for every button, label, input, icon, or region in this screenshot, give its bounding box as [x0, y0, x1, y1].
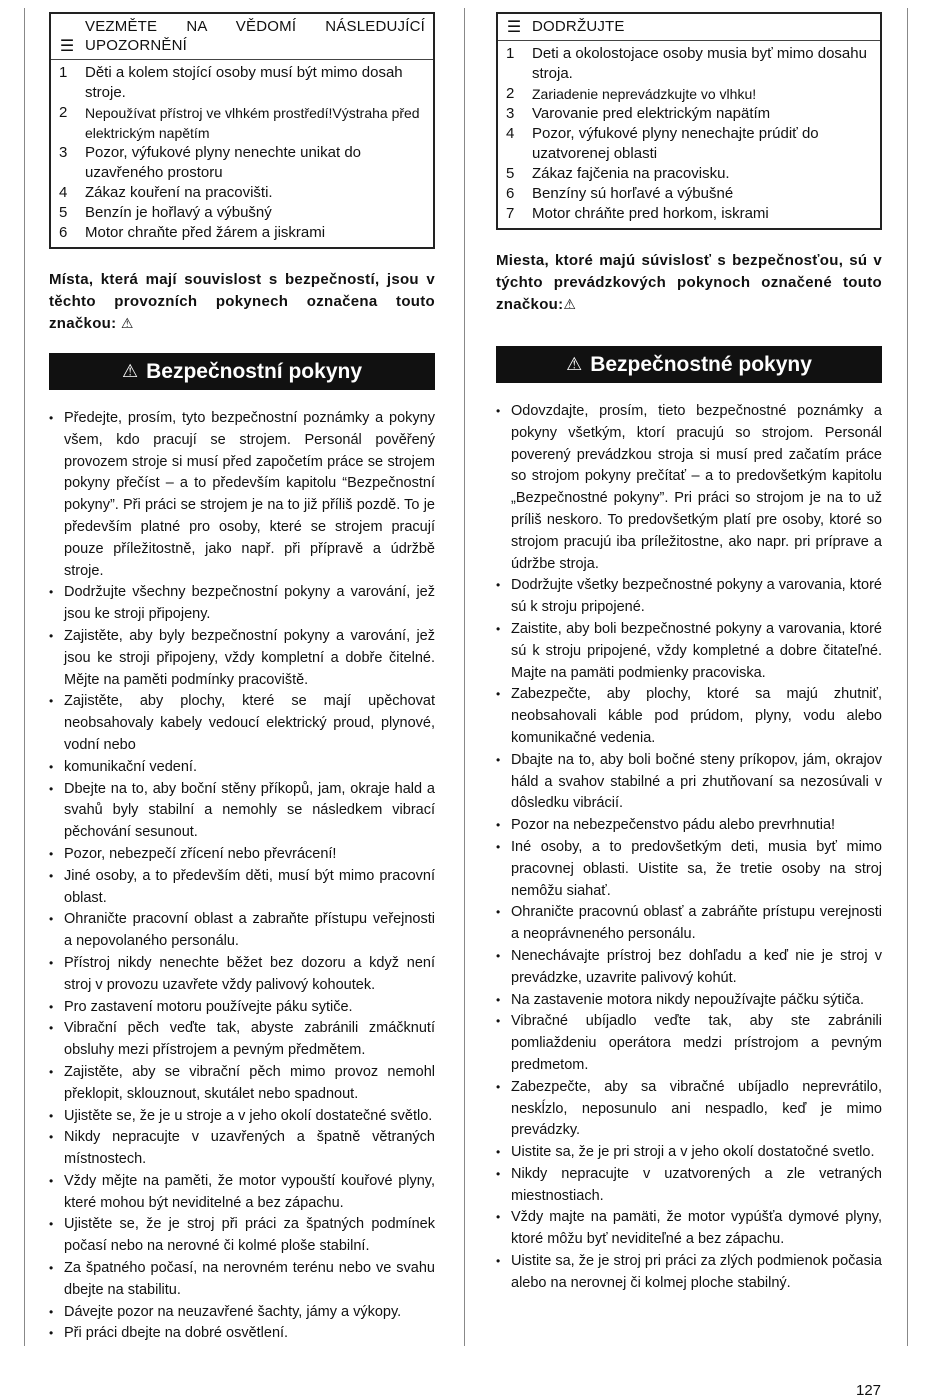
- section-banner: [496, 346, 882, 383]
- safety-mark-note: Místa, která mají souvislost s bezpečností, jsou v těchto provozních pokynech označena touto značkou: ⚠: [49, 271, 435, 332]
- box-title: VEZMĚTE NA VĚDOMÍ NÁSLEDUJÍCÍ UPOZORNĚNÍ: [85, 18, 425, 54]
- list-item: • Uistite sa, že je pri stroji a v jeho okolí dostatočné svetlo.: [496, 1142, 882, 1164]
- safety-bullet-list: [49, 408, 435, 1345]
- box-item: 2 Zariadenie neprevádzkujte vo vlhku!: [506, 85, 757, 102]
- list-item: • Nikdy nepracujte v uzatvorených a zle vetraných miestnostiach.: [496, 1164, 882, 1208]
- list-item: • Iné osoby, a to predovšetkým deti, musia byť mimo pracovnej oblasti. Uistite sa, že tretie osoby na stroj nemôžu siahať.: [496, 837, 882, 902]
- list-item: • komunikační vedení.: [49, 757, 435, 779]
- list-item: • Zajistěte, aby byly bezpečnostní pokyny a varování, jež jsou ke stroji připojeny, vždy kompletní a dobře čitelné. Mějte na paměti podmínky pracoviště.: [49, 626, 435, 691]
- list-item: • Nenechávajte prístroj bez dohľadu a keď nie je stroj v prevádzke, uzavrite palivový kohút.: [496, 946, 882, 990]
- box-item: 3 Pozor, výfukové plyny nenechte unikat do uzavřeného prostoru: [59, 144, 362, 181]
- list-item: • Zajistěte, aby se vibrační pěch mimo provoz nemohl překlopit, sklouznout, skutálet nebo spadnout.: [49, 1062, 435, 1106]
- list-item: • Zaistite, aby boli bezpečnostné pokyny a varovania, ktoré sú k stroju pripojené, vždy kompletné a dobre čitateľné. Majte na pamäti podmienky pracoviska.: [496, 619, 882, 684]
- list-item: • Při práci dbejte na dobré osvětlení.: [49, 1323, 435, 1345]
- list-item: • Odovzdajte, prosím, tieto bezpečnostné poznámky a pokyny všetkým, ktorí pracujú so strojom. Personál poverený prevádzkou stroja si musí pred začatím práce so strojom pokyny prečítať – a to predovšetkým kapitolu „Bezpečnostné pokyny”. Pri práci so strojom je na to už príliš neskoro. To predovšetkým platí pre osoby, ktoré so strojom pracujú iba príležitostne, ako napr. pri príprave a údržbe stroja.: [496, 401, 882, 575]
- list-item: • Jiné osoby, a to především děti, musí být mimo pracovní oblast.: [49, 866, 435, 910]
- box-item: 6 Motor chraňte před žárem a jiskrami: [59, 224, 326, 241]
- list-item: • Pro zastavení motoru používejte páku sytiče.: [49, 997, 435, 1019]
- left-column: [49, 12, 435, 1345]
- left-margin-rule: [24, 8, 25, 1346]
- warning-list-icon: ☰: [59, 36, 75, 55]
- warning-symbols-box: [496, 12, 882, 230]
- box-item: 4 Pozor, výfukové plyny nenechajte prúdiť do uzatvorenej oblasti: [506, 125, 819, 162]
- section-banner: [49, 353, 435, 390]
- list-item: • Nikdy nepracujte v uzavřených a špatně větraných místnostech.: [49, 1127, 435, 1171]
- right-column: [496, 12, 882, 1295]
- box-item: 6 Benzíny sú horľavé a výbušné: [506, 185, 734, 202]
- list-item: • Vždy majte na pamäti, že motor vypúšťa dymové plyny, ktoré môžu byť neviditeľné a bez zápachu.: [496, 1207, 882, 1251]
- box-title: DODRŽUJTE: [532, 18, 625, 35]
- box-item: 5 Zákaz fajčenia na pracovisku.: [506, 165, 730, 182]
- section-title: Bezpečnostné pokyny: [590, 352, 812, 376]
- box-item: 4 Zákaz kouření na pracovišti.: [59, 184, 273, 201]
- box-header: [51, 14, 433, 60]
- box-item: 3 Varovanie pred elektrickým napätím: [506, 105, 771, 122]
- right-margin-rule: [907, 8, 908, 1346]
- list-item: • Pozor, nebezpečí zřícení nebo převrácení!: [49, 844, 435, 866]
- column-divider: [464, 8, 465, 1346]
- list-item: • Vibračné ubíjadlo veďte tak, aby ste zabránili pomliaždeniu operátora medzi prístrojom a pevným predmetom.: [496, 1011, 882, 1076]
- box-list: [498, 41, 880, 228]
- list-item: • Ujistěte se, že je stroj při práci za špatných podmínek počasí nebo na nerovné či kolmé ploše stabilní.: [49, 1214, 435, 1258]
- warning-triangle-icon: ⚠: [121, 361, 139, 382]
- safety-mark-note: Miesta, ktoré majú súvislosť s bezpečnosťou, sú v týchto prevádzkových pokynoch označené touto značkou:⚠: [496, 252, 882, 313]
- box-item: 5 Benzín je hořlavý a výbušný: [59, 204, 272, 221]
- box-header: [498, 14, 880, 41]
- list-item: • Vibrační pěch veďte tak, abyste zabránili zmáčknutí obsluhy mezi přístrojem a pevným předmětem.: [49, 1018, 435, 1062]
- list-item: • Zajistěte, aby plochy, které se mají upěchovat neobsahovaly kabely vedoucí elektrický proud, plynové, vodní nebo: [49, 691, 435, 756]
- warning-triangle-icon: ⚠: [120, 316, 134, 332]
- list-item: • Dávejte pozor na neuzavřené šachty, jámy a výkopy.: [49, 1302, 435, 1324]
- box-item: 1 Děti a kolem stojící osoby musí být mimo dosah stroje.: [59, 64, 403, 101]
- list-item: • Přístroj nikdy nenechte běžet bez dozoru a když není stroj v provozu uzavřete vždy palivový kohoutek.: [49, 953, 435, 997]
- warning-triangle-icon: ⚠: [563, 297, 577, 313]
- warning-symbols-box: [49, 12, 435, 249]
- box-item: 1 Deti a okolostojace osoby musia byť mimo dosahu stroja.: [506, 45, 867, 82]
- list-item: • Za špatného počasí, na nerovném terénu nebo ve svahu dbejte na stabilitu.: [49, 1258, 435, 1302]
- box-list: [51, 60, 433, 247]
- list-item: • Na zastavenie motora nikdy nepoužívajte páčku sýtiča.: [496, 990, 882, 1012]
- list-item: • Pozor na nebezpečenstvo pádu alebo prevrhnutia!: [496, 815, 882, 837]
- list-item: • Ohraničte pracovní oblast a zabraňte přístupu veřejnosti a nepovolaného personálu.: [49, 909, 435, 953]
- list-item: • Ohraničte pracovnú oblasť a zabráňte prístupu verejnosti a neoprávneného personálu.: [496, 902, 882, 946]
- safety-bullet-list: [496, 401, 882, 1295]
- list-item: • Dbejte na to, aby boční stěny příkopů, jam, okraje hald a svahů byly stabilní a nemohly se následkem vibrací pěchování sesunout.: [49, 779, 435, 844]
- box-item: 7 Motor chráňte pred horkom, iskrami: [506, 205, 769, 222]
- list-item: • Dodržujte všetky bezpečnostné pokyny a varovania, ktoré sú k stroju pripojené.: [496, 575, 882, 619]
- list-item: • Zabezpečte, aby plochy, ktoré sa majú zhutniť, neobsahovali káble pod prúdom, plyny, vodu alebo komunikačné vedenia.: [496, 684, 882, 749]
- warning-triangle-icon: ⚠: [566, 354, 583, 375]
- list-item: • Uistite sa, že je stroj pri práci za zlých podmienok počasia alebo na nerovnej či kolmej ploche stabilný.: [496, 1251, 882, 1295]
- page-number: 127: [856, 1382, 882, 1399]
- box-item: 2 Nepoužívat přístroj ve vlhkém prostředí!Výstraha před elektrickým napětím: [59, 104, 420, 141]
- list-item: • Ujistěte se, že je u stroje a v jeho okolí dostatečné světlo.: [49, 1106, 435, 1128]
- list-item: • Zabezpečte, aby sa vibračné ubíjadlo neprevrátilo, neskĺzlo, neposunulo ani nespadlo, keď je mimo prevádzky.: [496, 1077, 882, 1142]
- section-title: Bezpečnostní pokyny: [146, 359, 363, 383]
- list-item: • Předejte, prosím, tyto bezpečnostní poznámky a pokyny všem, kdo pracují se strojem. Personál pověřený provozem stroje si musí před započetím práce se strojem pokyny přečíst – a to především kapitolu “Bezpečnostní pokyny”. Při práci se strojem je na to již příliš pozdě. To je především platné pro osoby, které se strojem pracují pouze příležitostně, jako např. při přípravě a údržbě stroje.: [49, 408, 435, 582]
- warning-list-icon: ☰: [506, 17, 522, 36]
- list-item: • Vždy mějte na paměti, že motor vypouští kouřové plyny, které mohou být neviditelné a bez zápachu.: [49, 1171, 435, 1215]
- list-item: • Dodržujte všechny bezpečnostní pokyny a varování, jež jsou ke stroji připojeny.: [49, 582, 435, 626]
- list-item: • Dbajte na to, aby boli bočné steny príkopov, jám, okrajov háld a svahov stabilné a pri zhutňovaní sa nezosúvali v dôsledku vibrácií.: [496, 750, 882, 815]
